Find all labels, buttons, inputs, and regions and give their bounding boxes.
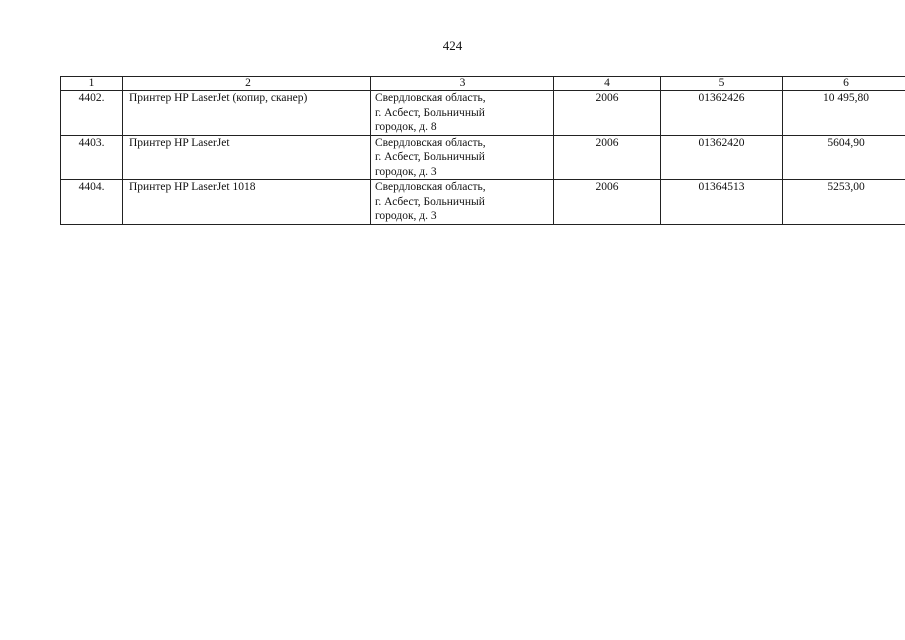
column-header-2: 2 — [123, 77, 371, 91]
cost-cell: 10 495,80 — [783, 91, 905, 136]
column-header-3: 3 — [371, 77, 554, 91]
address-line: Свердловская область, — [375, 136, 486, 149]
row-number-cell: 4404. — [61, 180, 123, 225]
address-line: городок, д. 8 — [375, 121, 437, 133]
address-cell — [371, 180, 554, 225]
address-line: г. Асбест, Больничный — [375, 106, 485, 119]
inventory-number-cell: 01364513 — [661, 180, 783, 225]
table-body — [61, 91, 905, 225]
item-name-cell: Принтер HP LaserJet 1018 — [123, 180, 371, 225]
column-header-4: 4 — [554, 77, 661, 91]
row-number-cell: 4402. — [61, 91, 123, 136]
table-row — [61, 91, 905, 136]
row-number-cell: 4403. — [61, 135, 123, 180]
address-line: г. Асбест, Больничный — [375, 195, 485, 208]
address-line: г. Асбест, Больничный — [375, 151, 485, 163]
year-cell: 2006 — [554, 91, 661, 136]
column-header-1: 1 — [61, 77, 123, 91]
address-line: Свердловская область, — [375, 92, 486, 104]
table-row — [61, 135, 905, 180]
cost-cell: 5253,00 — [783, 180, 905, 225]
address-cell — [371, 135, 554, 180]
address-line: городок, д. 3 — [375, 165, 437, 178]
address-line: Свердловская область, — [375, 181, 486, 193]
table-row — [61, 180, 905, 225]
year-cell: 2006 — [554, 180, 661, 225]
address-cell — [371, 91, 554, 136]
cost-cell: 5604,90 — [783, 135, 905, 180]
year-cell: 2006 — [554, 135, 661, 180]
item-name-cell: Принтер HP LaserJet (копир, сканер) — [123, 91, 371, 136]
item-name-cell: Принтер HP LaserJet — [123, 135, 371, 180]
column-header-5: 5 — [661, 77, 783, 91]
header-row — [61, 77, 905, 91]
page-number: 424 — [442, 38, 463, 53]
register-table — [60, 76, 905, 225]
inventory-number-cell: 01362426 — [661, 91, 783, 136]
address-line: городок, д. 3 — [375, 210, 437, 222]
column-header-6: 6 — [783, 77, 905, 91]
inventory-number-cell: 01362420 — [661, 135, 783, 180]
